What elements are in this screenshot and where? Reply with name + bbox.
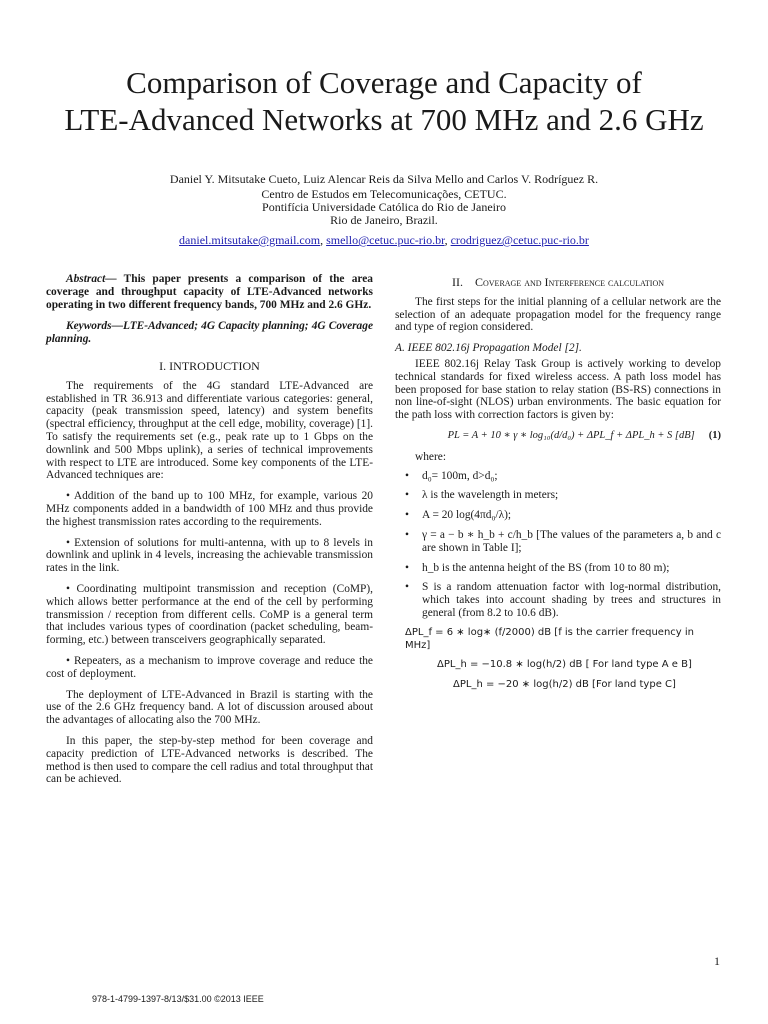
intro-paragraph: The requirements of the 4G standard LTE-Advanced are established in TR 36.913 and differentiate various categories: general, capacity (peak transmission speed, latency) and system benefits (spectral efficiency, throughput at the cell edge, mobility, coverage) [1]. To satisfy the requirements set (e.g., peak rate up to 1 Gbps on the downlink and 500 Mbps uplink), a series of technical improvements with respect to LTE are introduced. Some key components of the LTE-Advanced techniques are: xyxy=(46,379,373,482)
list-item: • d₀= 100m, d>d₀; xyxy=(405,469,498,482)
bullet-icon: • xyxy=(405,528,409,541)
intro-paragraph: • Addition of the band up to 100 MHz, for example, various 20 MHz components added in a bandwidth of 100 MHz and thus provide the highest transmission rates according to the requirements. xyxy=(46,490,373,528)
left-column xyxy=(46,273,373,794)
bullet-icon: • xyxy=(405,509,409,522)
list-item: • λ is the wavelength in meters; xyxy=(405,489,559,502)
equation-height-ab: ΔPL_h = −10.8 ∗ log(h/2) dB [ For land type A e B] xyxy=(437,659,692,671)
where-label: where: xyxy=(415,450,446,463)
section-heading: I. INTRODUCTION xyxy=(159,358,260,373)
section-heading xyxy=(395,276,721,289)
paper-title xyxy=(0,64,768,138)
subsection-heading: A. IEEE 802.16j Propagation Model [2]. xyxy=(395,342,582,355)
title-line-2: LTE-Advanced Networks at 700 MHz and 2.6 GHz xyxy=(64,102,704,137)
email-link[interactable]: smello@cetuc.puc-rio.br xyxy=(326,233,445,247)
footer: 978-1-4799-1397-8/13/$31.00 ©2013 IEEE xyxy=(92,994,264,1004)
affiliation-line: Rio de Janeiro, Brazil. xyxy=(330,213,438,227)
equation-height-c: ΔPL_h = −20 ∗ log(h/2) dB [For land type C] xyxy=(453,679,676,691)
page-number: 1 xyxy=(714,954,720,968)
list-item: • S is a random attenuation factor with log-normal distribution, which takes into account shading by trees and structures in general (from 8.2 to 10.6 dB). xyxy=(405,581,721,619)
section-paragraph: The first steps for the initial planning of a cellular network are the selection of an adequate propagation model for the frequency range and type of region considered. xyxy=(395,295,721,334)
email-link[interactable]: crodriguez@cetuc.puc-rio.br xyxy=(450,233,589,247)
email-link[interactable]: daniel.mitsutake@gmail.com xyxy=(179,233,321,247)
affiliation xyxy=(0,188,768,227)
section-paragraph: IEEE 802.16j Relay Task Group is actively working to develop technical standards for fixed wireless access. A path loss model has been proposed for base station to relay station (BS-RS) connections in non line-of-sight (NLOS) urban environments. The basic equation for the path loss with correction factors is given by: xyxy=(395,357,721,422)
bullet-icon: • xyxy=(405,469,409,482)
list-item: • γ = a − b ∗ h_b + c/h_b [The values of the parameters a, b and c are shown in Table I]; xyxy=(405,528,721,554)
equation xyxy=(395,430,721,443)
intro-paragraph: • Repeaters, as a mechanism to improve coverage and reduce the cost of deployment. xyxy=(46,654,373,680)
equation-text: PL = A + 10 ∗ γ ∗ log₁₀(d/d₀) + ΔPL_f + ΔPL_h + S [dB] xyxy=(447,429,695,441)
section-title: Coverage and Interference calculation xyxy=(475,275,664,289)
emails: daniel.mitsutake@gmail.com, smello@cetuc.puc-rio.br, crodriguez@cetuc.puc-rio.br xyxy=(179,233,589,247)
intro-paragraph: • Extension of solutions for multi-antenna, with up to 8 levels in downlink and uplink in 4 levels, increasing the achievable transmission rates in the link. xyxy=(46,536,373,575)
equation-frequency: ΔPL_f = 6 ∗ log∗ (f/2000) dB [f is the carrier frequency in MHz] xyxy=(405,626,695,651)
abstract xyxy=(46,273,373,311)
right-column xyxy=(395,276,721,699)
affiliation-line: Centro de Estudos em Telecomunicações, CETUC. xyxy=(261,187,507,201)
affiliation-line: Pontifícia Universidade Católica do Rio de Janeiro xyxy=(262,200,506,214)
abstract-label: Abstract— xyxy=(66,273,117,285)
abstract-text: This paper presents a comparison of the area coverage and throughput capacity of LTE-Advanced networks operating in two different frequency bands, 700 MHz and 2.6 GHz. xyxy=(46,273,373,311)
intro-paragraph: • Coordinating multipoint transmission and reception (CoMP), which allows better performance at the end of the cell by performing transmission / reception from different cells. CoMP is a general term that includes various types of coordination (packet scheduling, beam-forming, etc.) between transceivers geographically separated. xyxy=(46,582,373,647)
list-item: • h_b is the antenna height of the BS (from 10 to 80 m); xyxy=(405,561,670,574)
parameter-list xyxy=(395,470,721,620)
keywords: Keywords—LTE-Advanced; 4G Capacity planning; 4G Coverage planning. xyxy=(46,320,373,346)
list-item: • A = 20 log(4πd₀/λ); xyxy=(405,509,512,522)
intro-paragraph: The deployment of LTE-Advanced in Brazil is starting with the use of the 2.6 GHz frequency band. A lot of discussion aroused about the advantages of allocating also the 700 MHz. xyxy=(46,688,373,727)
authors: Daniel Y. Mitsutake Cueto, Luiz Alencar Reis da Silva Mello and Carlos V. Rodríguez R. xyxy=(169,172,599,186)
bullet-icon: • xyxy=(405,581,409,594)
title-line-1: Comparison of Coverage and Capacity of xyxy=(126,65,642,100)
equation-number: (1) xyxy=(708,429,721,441)
intro-paragraph: In this paper, the step-by-step method for been coverage and capacity prediction of LTE-Advanced networks is described. The method is then used to compare the cell radius and total throughput that can be achieved. xyxy=(46,734,373,786)
bullet-icon: • xyxy=(405,561,409,574)
bullet-icon: • xyxy=(405,489,409,502)
section-number: II. xyxy=(452,275,463,289)
